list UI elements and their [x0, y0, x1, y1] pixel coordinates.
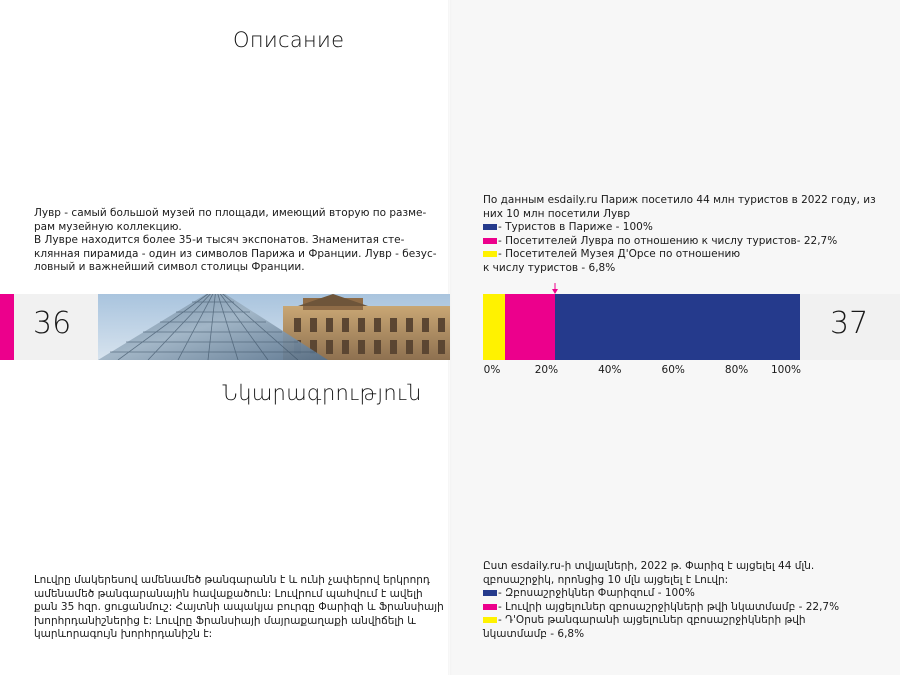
legend-item [483, 601, 839, 615]
paragraph-line: ловный и важнейший символ столицы Франции. [34, 261, 305, 273]
magenta-band [0, 294, 14, 360]
legend-label: - Դ'Օրսե թանգարանի այցելուներ զբոսաշրջիկների թվի [498, 614, 806, 626]
intro-line: По данным esdaily.ru Париж посетило 44 млн туристов в 2022 году, из [483, 194, 876, 206]
bar-segment [483, 294, 505, 360]
legend-swatch [483, 604, 497, 610]
paragraph-line: Лувр - самый большой музей по площади, имеющий вторую по разме- [34, 207, 427, 219]
x-tick-label: 40% [598, 364, 622, 376]
paragraph-line: քան 35 հզր. ցուցանմուշ: Հայտնի ապակյա բուրգը Փարիզի և Ֆրանսիայի [34, 601, 444, 613]
intro-line: них 10 млн посетили Лувр [483, 207, 631, 220]
x-tick-label: 20% [534, 364, 559, 376]
legend-label: - Туристов в Париже - 100% [498, 221, 653, 233]
legend-item [483, 614, 839, 628]
legend-label: - Զբոսաշրջիկներ Փարիզում - 100% [498, 587, 695, 599]
x-tick-label: 0% [483, 364, 501, 376]
chart-legend-ru [483, 221, 837, 275]
paragraph-description-ru [34, 207, 437, 275]
legend-swatch [483, 617, 497, 623]
legend-item [483, 221, 837, 235]
chart-legend-hy [483, 587, 839, 641]
paragraph-line: խորհրդանիշներից է: Լուվրը Ֆրանսիայի մայրաքաղաքի անվիճելի և [34, 614, 416, 627]
legend-item [483, 235, 837, 249]
paragraph-line: ամենամեծ թանգարանային հավաքածուն: Լուվրում պահվում է ավելի [34, 587, 423, 600]
page-number-right: 37 [830, 306, 869, 341]
legend-swatch [483, 590, 497, 596]
x-tick-label: 100% [770, 364, 802, 376]
legend-swatch [483, 251, 497, 257]
intro-line: Ըստ esdaily.ru-ի տվյալների, 2022 թ. Փարիզ է այցելել 44 մլն. [483, 560, 815, 572]
legend-label: - Посетителей Музея Д'Орсе по отношению [498, 248, 741, 260]
legend-item [483, 587, 839, 601]
legend-continuation: նկատմամբ - 6,8% [483, 627, 585, 640]
paragraph-line: В Лувре находится более 35-и тысяч экспонатов. Знаменитая сте- [34, 234, 405, 246]
x-tick-label: 60% [661, 364, 685, 376]
legend-continuation: к числу туристов - 6,8% [483, 261, 616, 274]
louvre-pyramid-photo [98, 294, 450, 360]
page-number-left: 36 [33, 306, 72, 341]
heading-description-ru: Описание [233, 28, 345, 52]
legend-label: - Լուվրի այցելուներ զբոսաշրջիկների թվի նկատմամբ - 22,7% [498, 600, 840, 613]
legend-item [483, 248, 837, 262]
legend-label: - Посетителей Лувра по отношению к числу туристов- 22,7% [498, 234, 838, 247]
x-tick-label: 80% [724, 364, 749, 376]
paragraph-line: Լուվրը մակերեսով ամենամեծ թանգարանն է և ունի չափերով երկրորդ [34, 574, 430, 586]
intro-line: զբոսաշրջիկ, որոնցից 10 մլն այցելել է Լուվր: [483, 573, 729, 586]
chart-intro-ru [483, 194, 876, 221]
heading-description-hy: Նկարագրություն [222, 381, 422, 405]
chart-intro-hy [483, 560, 814, 587]
paragraph-line: կարևորագույն խորհրդանիշն է: [34, 628, 213, 640]
paragraph-description-hy [34, 574, 444, 642]
bar-segment [505, 294, 555, 360]
paragraph-line: рам музейную коллекцию. [34, 220, 182, 233]
value-marker-arrow [550, 283, 560, 295]
legend-swatch [483, 224, 497, 230]
paragraph-line: клянная пирамида - один из символов Парижа и Франции. Лувр - безус- [34, 247, 437, 260]
bar-segment [555, 294, 800, 360]
legend-swatch [483, 238, 497, 244]
